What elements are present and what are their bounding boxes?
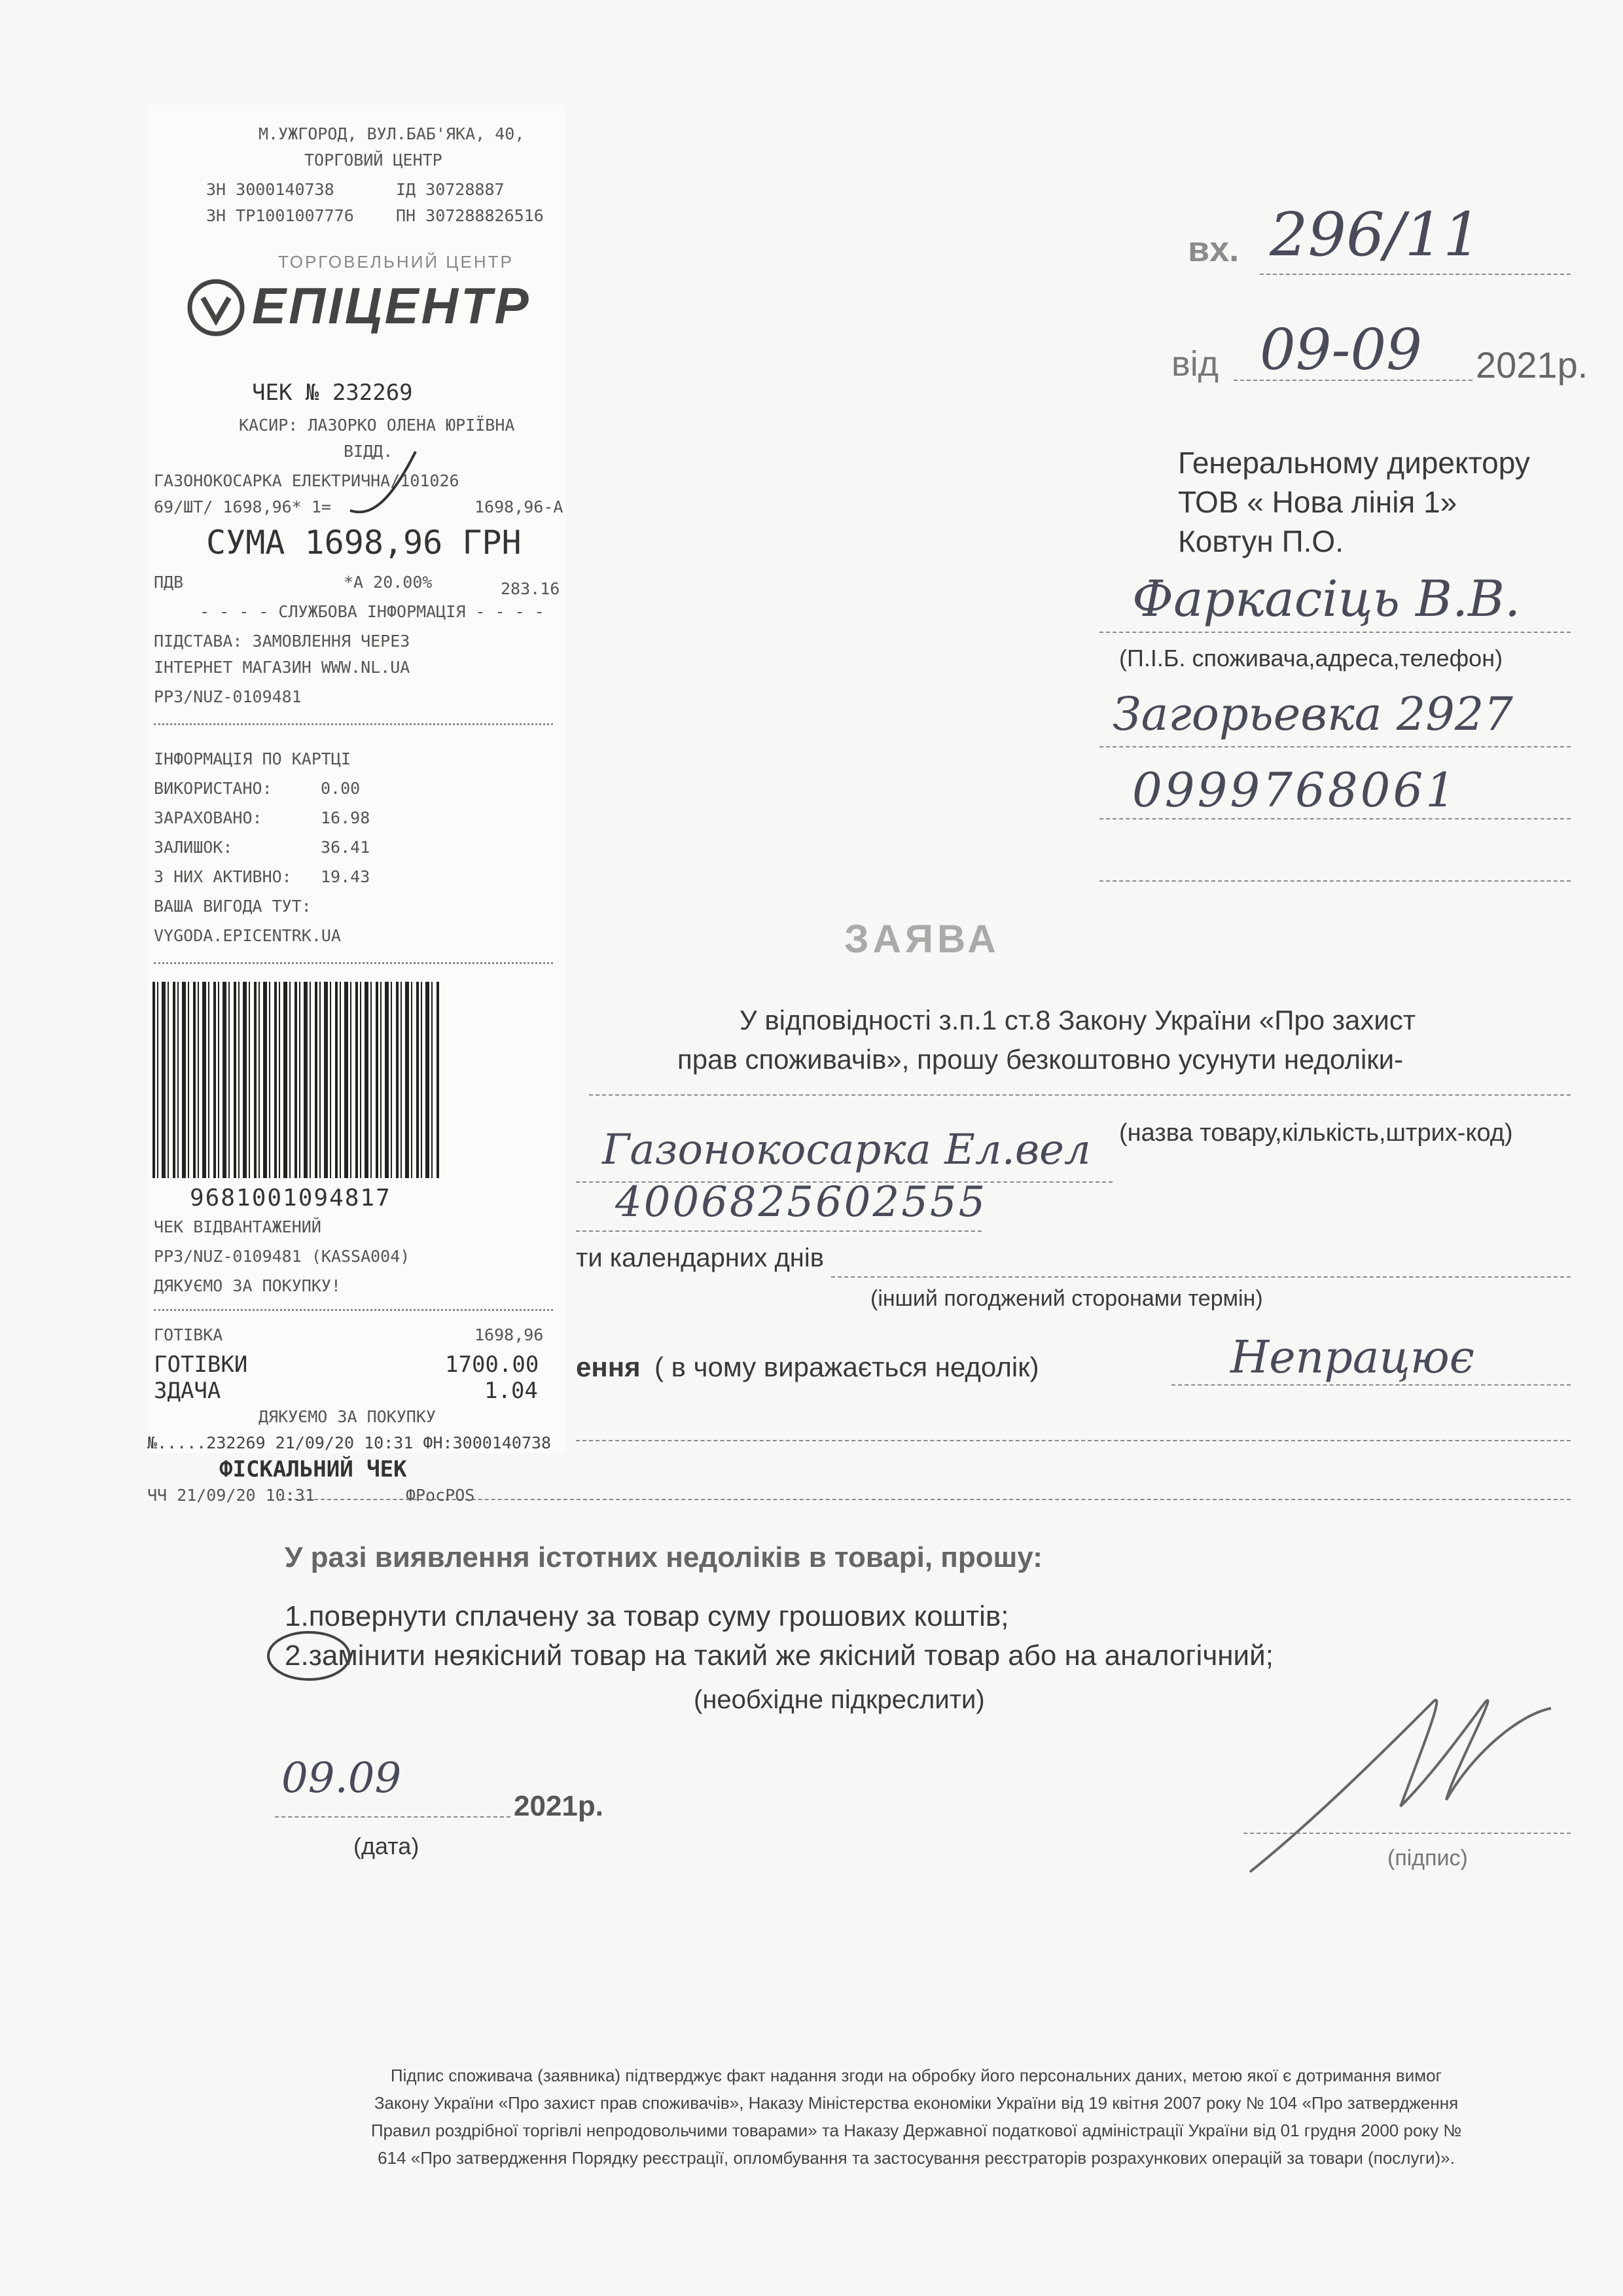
page-title: ЗАЯВА (844, 917, 1000, 961)
vat-label: ПДВ (154, 573, 184, 592)
order-2: РРЗ/NUZ-0109481 (KASSA004) (154, 1247, 410, 1266)
fiscal-label: ФІСКАЛЬНИЙ ЧЕК (219, 1456, 407, 1482)
shipped-label: ЧЕК ВІДВАНТАЖЕНИЙ (154, 1217, 321, 1236)
brand-subtitle: ТОРГОВЕЛЬНИЙ ЦЕНТР (278, 252, 514, 272)
consumer-name: Фаркасіць В.В. (1132, 569, 1521, 628)
date-caption: (дата) (353, 1833, 419, 1859)
paid-value: 1700.00 (445, 1352, 539, 1378)
days-text: ти календарних днів (576, 1244, 825, 1272)
card-row-value: 19.43 (321, 867, 370, 886)
essential-heading: У разі виявлення істотних недоліків в товарі, прошу: (285, 1541, 1043, 1573)
intro-line-1: У відповідності з.п.1 ст.8 Закону України «Про захист (740, 1005, 1416, 1035)
defect-handwritten: Непрацює (1230, 1332, 1474, 1384)
basis-1: ПІДСТАВА: ЗАМОВЛЕННЯ ЧЕРЕЗ (154, 632, 410, 651)
brand-name: ЕПІЦЕНТР (252, 277, 531, 334)
option-1: 1.повернути сплачену за товар суму грошових коштів; (285, 1600, 1009, 1632)
card-row-value: 36.41 (321, 838, 370, 857)
footer-line: Правил роздрібної торгівлі непродовольчими товарами» та Наказу Державної податкової адміністрації України від 01 грудня 2000 року № (370, 2121, 1462, 2140)
item-sum: 1698,96-А (474, 497, 563, 516)
incoming-number: 296/11 (1270, 200, 1482, 270)
benefit-1: ВАША ВИГОДА ТУТ: (154, 897, 312, 916)
card-row-label: ВИКОРИСТАНО: (154, 779, 272, 798)
footer-line: Закону України «Про захист прав споживачів», Наказу Міністерства економіки України від 19 квітня 2007 року № 104 «Про затвердження (374, 2093, 1459, 2113)
addressee-line-3: Ковтун П.О. (1178, 524, 1344, 558)
receipt-address-2: ТОРГОВИЙ ЦЕНТР (304, 151, 442, 170)
card-row-value: 16.98 (321, 808, 370, 827)
epicenter-logo-icon (187, 278, 245, 337)
rospos-label: ФРосPOS (406, 1486, 475, 1505)
card-header: ІНФОРМАЦІЯ ПО КАРТЦІ (154, 749, 351, 768)
footer-line: Підпис споживача (заявника) підтверджує факт надання згоди на обробку його персональних даних, метою якої є дотримання вимог (390, 2066, 1442, 2085)
option-2: 2.замінити неякісний товар на такий же якісний товар або на аналогічний; (285, 1640, 1274, 1672)
checkmark-icon (344, 445, 422, 524)
item-name: ГАЗОНОКОСАРКА ЕЛЕКТРИЧНА/101026 (154, 471, 459, 490)
incoming-label: вх. (1188, 230, 1240, 269)
basis-2: ІНТЕРНЕТ МАГАЗИН WWW.NL.UA (154, 658, 410, 677)
term-caption: (інший погоджений сторонами термін) (870, 1286, 1263, 1311)
card-row-label: ЗАРАХОВАНО: (154, 808, 262, 827)
barcode-icon (152, 982, 440, 1178)
receipt-datetime: ЧЧ 21/09/20 10:31 (147, 1486, 315, 1505)
date-from-year: 2021р. (1476, 344, 1588, 386)
cash-receipt (147, 105, 566, 1453)
benefit-2: VYGODA.EPICENTRK.UA (154, 926, 341, 945)
product-handwritten: Газонокосарка Ел.вел (602, 1126, 1091, 1174)
consumer-phone: 0999768061 (1132, 762, 1459, 817)
vat-rate: *А 20.00% (344, 573, 433, 592)
order-1: РРЗ/NUZ-0109481 (154, 687, 302, 706)
consumer-address: Загорьевка 2927 (1113, 687, 1513, 741)
cashier: КАСИР: ЛАЗОРКО ОЛЕНА ЮРІЇВНА (239, 416, 515, 435)
defect-label: ення (576, 1352, 641, 1382)
receipt-zn: ЗН 3000140738 (206, 180, 334, 199)
service-header: - - - - СЛУЖБОВА ІНФОРМАЦІЯ - - - - (200, 602, 544, 621)
check-number: ЧЕК № 232269 (252, 380, 413, 406)
change-label: ЗДАЧА (154, 1378, 221, 1404)
thanks-2: ДЯКУЄМО ЗА ПОКУПКУ (259, 1407, 436, 1426)
cash-value: 1698,96 (474, 1325, 544, 1344)
intro-line-2: прав споживачів», прошу безкоштовно усунути недоліки- (677, 1044, 1404, 1075)
receipt-id: ІД 30728887 (396, 180, 505, 199)
card-row-label: ЗАЛИШОК: (154, 838, 233, 857)
defect-text: ( в чому виражається недолік) (654, 1352, 1039, 1382)
underline-note: (необхідне підкреслити) (694, 1685, 985, 1714)
thanks-1: ДЯКУЄМО ЗА ПОКУПКУ! (154, 1276, 341, 1295)
addressee-line-1: Генеральному директору (1178, 446, 1530, 480)
receipt-total: СУМА 1698,96 ГРН (206, 524, 522, 562)
footer-line: 614 «Про затвердження Порядку реєстрації, опломбування та застосування реєстраторів розрахункових операцій за товари (послуги)». (378, 2148, 1455, 2168)
product-caption: (назва товару,кількість,штрих-код) (1119, 1119, 1513, 1147)
date-handwritten: 09.09 (281, 1754, 402, 1803)
date-year: 2021р. (514, 1790, 603, 1822)
receipt-address-1: М.УЖГОРОД, ВУЛ.БАБ'ЯКА, 40, (259, 124, 525, 143)
footer-text (268, 2062, 1564, 2172)
department: ВІДД. (344, 442, 393, 461)
paid-label: ГОТІВКИ (154, 1352, 248, 1378)
consumer-caption: (П.І.Б. споживача,адреса,телефон) (1119, 645, 1503, 672)
change-value: 1.04 (484, 1378, 538, 1404)
addressee-line-2: ТОВ « Нова лінія 1» (1178, 485, 1457, 519)
barcode-number: 9681001094817 (190, 1185, 391, 1211)
fiscal-line: №.....232269 21/09/20 10:31 ФН:3000140738 (147, 1433, 552, 1452)
receipt-pn: ПН 307288826516 (396, 206, 544, 225)
card-row-value: 0.00 (321, 779, 361, 798)
vat-sum: 283.16 (501, 579, 560, 598)
cash-label: ГОТІВКА (154, 1325, 223, 1344)
option-2-circle (262, 1626, 366, 1692)
item-qty: 69/ШТ/ 1698,96* 1= (154, 497, 331, 516)
receipt-zn-tp: ЗН ТР1001007776 (206, 206, 354, 225)
card-row-label: З НИХ АКТИВНО: (154, 867, 292, 886)
date-from-value: 09-09 (1260, 317, 1422, 383)
barcode-handwritten: 4006825602555 (615, 1178, 988, 1227)
date-from-label: від (1171, 344, 1219, 384)
signature-caption: (підпис) (1387, 1846, 1468, 1871)
